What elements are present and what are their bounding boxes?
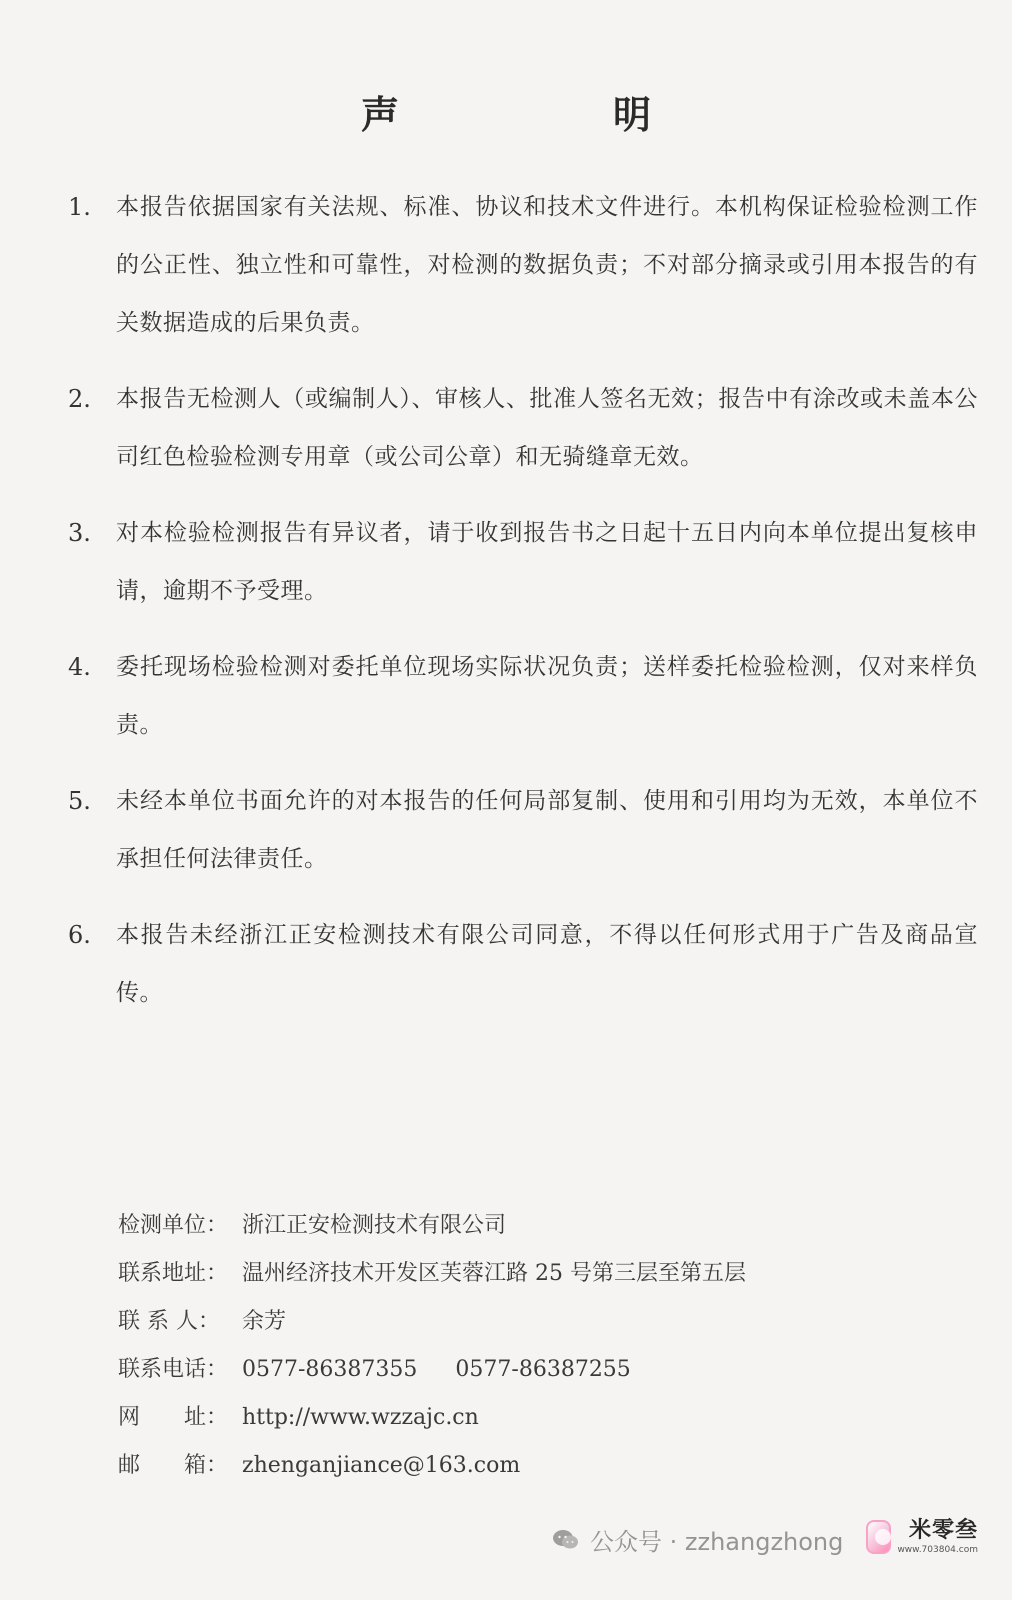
- phone-value-2: 0577-86387255: [455, 1357, 631, 1382]
- contact-row-website: [118, 1400, 878, 1448]
- contact-row-email: [118, 1448, 878, 1496]
- website-label: 网 址：: [118, 1405, 229, 1430]
- item-number: 1.: [68, 193, 91, 221]
- statement-item: [68, 178, 978, 352]
- item-text: 本报告未经浙江正安检测技术有限公司同意，不得以任何形式用于广告及商品宣传。: [116, 922, 978, 1006]
- item-number: 6.: [68, 921, 91, 949]
- item-text: 本报告无检测人（或编制人）、审核人、批准人签名无效；报告中有涂改或未盖本公司红色检验检测专用章（或公司公章）和无骑缝章无效。: [116, 386, 978, 470]
- brand-name: 米零叁: [908, 1517, 978, 1543]
- statement-list: [68, 178, 978, 1040]
- address-value: 温州经济技术开发区芙蓉江路 25 号第三层至第五层: [242, 1261, 746, 1286]
- person-label: 联 系 人：: [118, 1309, 220, 1334]
- unit-label: 检测单位：: [118, 1213, 229, 1238]
- statement-item: [68, 504, 978, 620]
- brand-logo-icon: [866, 1520, 891, 1554]
- item-number: 3.: [68, 519, 91, 547]
- address-label: 联系地址：: [118, 1261, 229, 1286]
- unit-value: 浙江正安检测技术有限公司: [242, 1213, 507, 1238]
- wechat-watermark: [552, 1522, 843, 1557]
- person-value: 余芳: [242, 1309, 287, 1334]
- statement-item: [68, 638, 978, 754]
- email-value: zhenganjiance@163.com: [242, 1453, 521, 1478]
- email-label: 邮 箱：: [118, 1453, 229, 1478]
- contact-info: [118, 1208, 878, 1496]
- phone-label: 联系电话：: [118, 1357, 229, 1382]
- page-title: 声 明: [360, 93, 739, 137]
- brand-url: www.703804.com: [897, 1544, 978, 1555]
- watermark-text: 公众号 · zzhangzhong: [590, 1528, 844, 1556]
- statement-item: [68, 906, 978, 1022]
- statement-item: [68, 370, 978, 486]
- statement-item: [68, 772, 978, 888]
- contact-row-unit: [118, 1208, 878, 1256]
- contact-row-person: [118, 1304, 878, 1352]
- item-text: 未经本单位书面允许的对本报告的任何局部复制、使用和引用均为无效，本单位不承担任何法律责任。: [116, 788, 978, 872]
- brand-watermark: [866, 1512, 978, 1562]
- website-value: http://www.wzzajc.cn: [242, 1405, 479, 1430]
- item-number: 5.: [68, 787, 91, 815]
- item-text: 本报告依据国家有关法规、标准、协议和技术文件进行。本机构保证检验检测工作的公正性、独立性和可靠性，对检测的数据负责；不对部分摘录或引用本报告的有关数据造成的后果负责。: [116, 194, 978, 336]
- contact-row-address: [118, 1256, 878, 1304]
- contact-row-phone: [118, 1352, 878, 1400]
- item-text: 委托现场检验检测对委托单位现场实际状况负责；送样委托检验检测，仅对来样负责。: [116, 654, 978, 738]
- item-number: 2.: [68, 385, 91, 413]
- item-number: 4.: [68, 653, 91, 681]
- wechat-icon: [552, 1528, 580, 1552]
- item-text: 对本检验检测报告有异议者，请于收到报告书之日起十五日内向本单位提出复核申请，逾期不予受理。: [116, 520, 978, 604]
- phone-value-1: 0577-86387355: [242, 1357, 418, 1382]
- brand-text: [897, 1517, 978, 1555]
